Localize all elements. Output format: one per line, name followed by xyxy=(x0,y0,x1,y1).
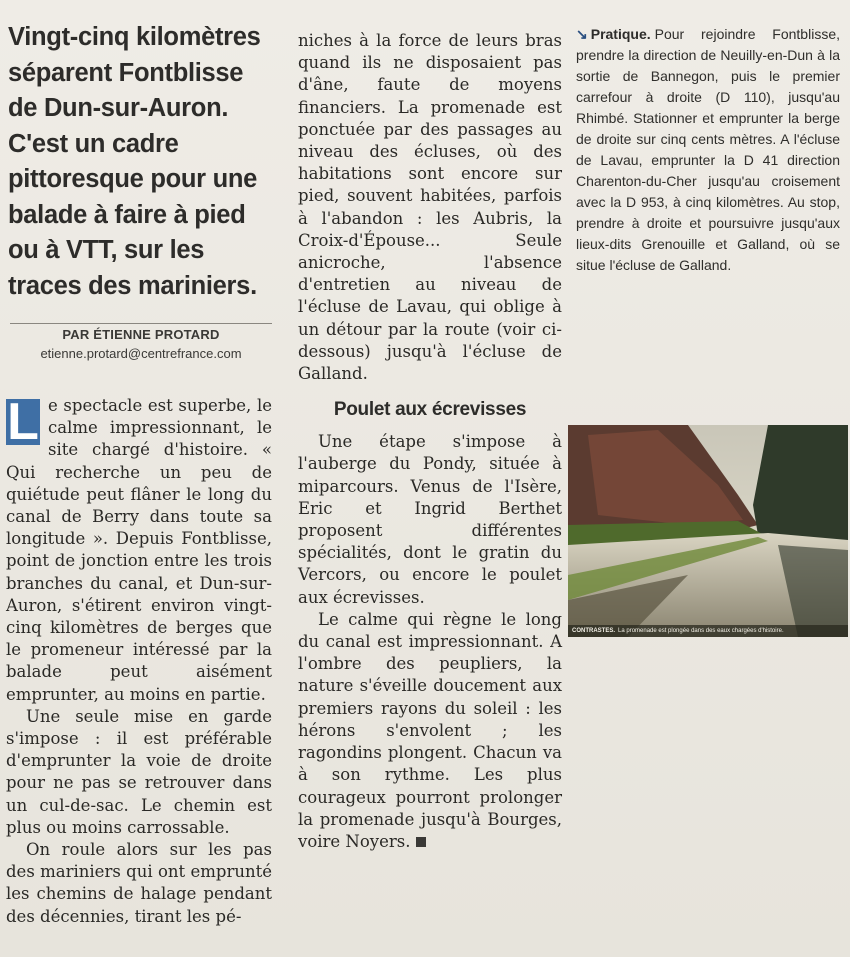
photo-caption-label: CONTRASTES. xyxy=(572,628,616,634)
canal-photo xyxy=(568,425,848,637)
drop-cap: L xyxy=(7,393,39,451)
article-paragraph: Une étape s'impose à l'auberge du Pondy, située à miparcours. Venus de l'Isère, Eric et Ingrid Berthet proposent différentes spécialités, dont le gratin du Vercors, ou encore le poulet aux écrevisses. xyxy=(298,432,562,607)
photo-caption-text: La promenade est plongée dans des eaux chargées d'histoire. xyxy=(618,628,784,634)
pratique-box xyxy=(576,24,840,276)
article-column-2 xyxy=(298,30,562,853)
byline-author: PAR ÉTIENNE PROTARD xyxy=(62,327,220,342)
arrow-down-right-icon: ↘ xyxy=(576,26,588,42)
pratique-label: Pratique. xyxy=(590,26,651,42)
article-text-fragment: On roule alors sur les pas des mariniers qui ont emprunté les chemins de halage pendant des décennies, tirant les pé- xyxy=(6,840,272,926)
article-text-fragment: Le calme qui règne le long du canal est impressionnant. A l'ombre des peupliers, la nature s'éveille doucement aux premiers rayons du soleil : les hérons s'envolent ; les ragondins plongent. Chacun va à son rythme. Les plus courageux pourront prolonger la promenade jusqu'à Bourges, voire Noyers. xyxy=(298,609,562,851)
canal-photo-image xyxy=(568,425,848,637)
article-subheading: Poulet aux écrevisses xyxy=(333,399,527,421)
article-paragraph-continued xyxy=(6,839,272,951)
article-paragraph-continuation xyxy=(298,30,562,385)
end-of-article-square-icon xyxy=(416,837,426,847)
article-paragraph xyxy=(298,609,562,853)
article-lede: Vingt-cinq kilomètres séparent Fontblisse de Dun-sur-Auron. C'est un cadre pittoresque pour une balade à faire à pied ou à VTT, sur les traces des mariniers. xyxy=(8,23,261,300)
photo-caption xyxy=(568,625,848,637)
byline-divider xyxy=(10,323,272,324)
article-text-fragment: niches à la force de leurs bras quand ils ne disposaient pas d'âne, faute de moyens financiers. La promenade est ponctuée par des passages au niveau des écluses, où des habitations sont encore sur pied, souvent habitées, parfois à l'abandon : les Aubris, la Croix-d'Épouse... Seule anicroche, l'absence d'entretien au niveau de l'écluse de Lavau, qui oblige à un détour par la route (voir ci-dessous) jusqu'à l'écluse de Galland. xyxy=(298,31,562,384)
article-paragraph: Une seule mise en garde s'impose : il est préférable d'emprunter la voie de droite pour ne pas se retrouver dans un cul-de-sac. Le chemin est plus ou moins carrossable. xyxy=(6,706,272,837)
pratique-text: Pour rejoindre Fontblisse, prendre la direction de Neuilly-en-Dun à la sortie de Bannegon, puis le premier carrefour à droite (D 110), jusqu'au Rhimbé. Stationner et emprunter la berge de droite sur cinq cents mètres. A l'écluse de Lavau, emprunter la D 41 direction Charenton-du-Cher jusqu'au croisement avec la D 953, à cinq kilomètres. Au stop, prendre à droite et poursuivre jusqu'aux lieux-dits Grenouille et Galland, où se situe l'écluse de Galland. xyxy=(576,26,840,273)
article-paragraph: e spectacle est superbe, le calme impressionnant, le site chargé d'histoire. « Qui recherche un peu de quiétude peut flâner le long du canal de Berry dans toute sa longitude ». Depuis Fontblisse, point de jonction entre les trois branches du canal, et Dun-sur-Auron, s'étirent environ vingt-cinq kilomètres de berges que le promeneur intéressé par la balade peut aisément emprunter, au moins en partie. xyxy=(6,396,272,704)
article-column-1 xyxy=(6,395,272,951)
byline-email: etienne.protard@centrefrance.com xyxy=(40,346,242,361)
